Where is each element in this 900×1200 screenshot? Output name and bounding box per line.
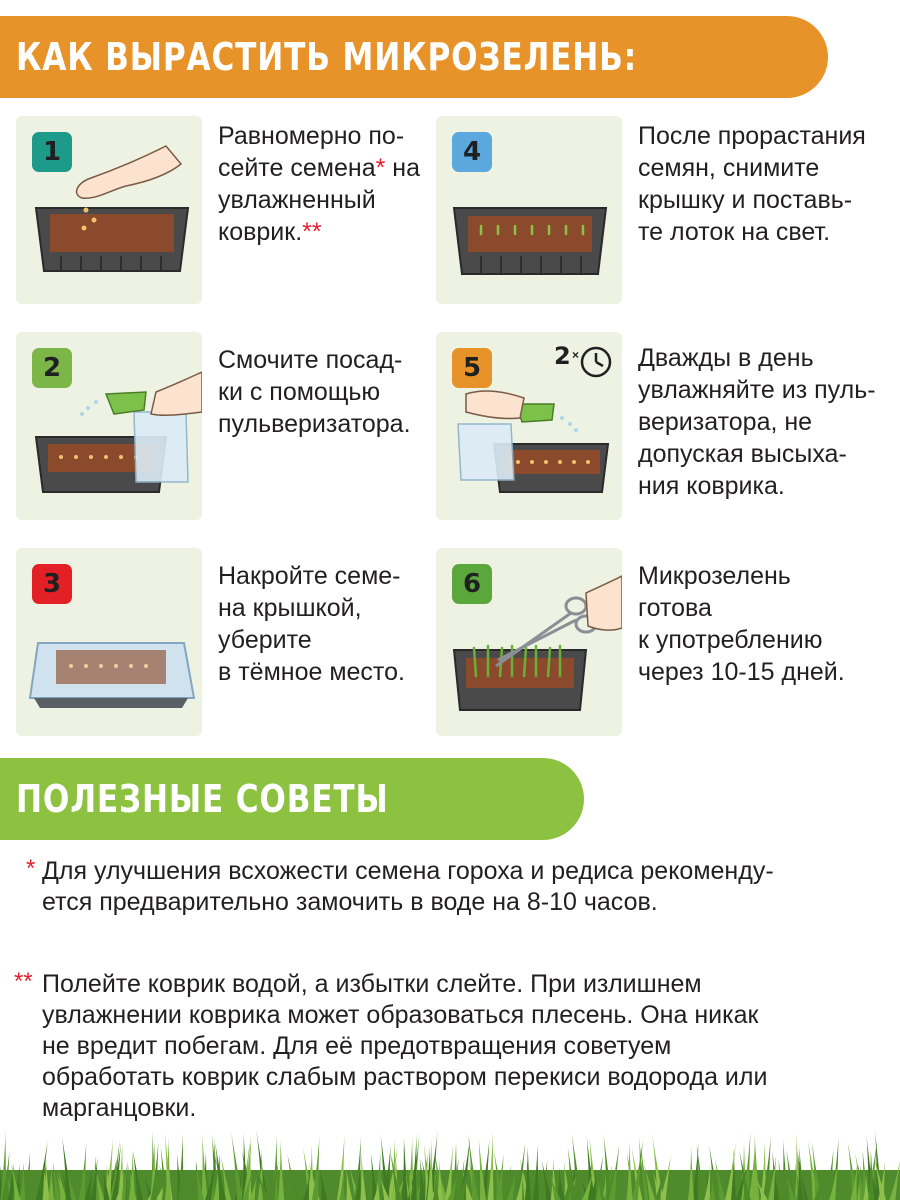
tip-1-text: Для улучшения всхожести семена гороха и редиса рекоменду- ется предварительно замочить в воде на 8-10 часов.	[42, 857, 774, 916]
tip-2-mark: **	[14, 968, 33, 995]
step-number-badge: 2	[32, 348, 72, 388]
footnote-mark: **	[302, 218, 322, 246]
tip-2-text: Полейте коврик водой, а избытки слейте. При излишнем увлажнении коврика может образоваться плесень. Она никак не вредит побегам. Для её предотвращения советуем обработать коврик слабым раствором перекиси водорода или марганцовки.	[42, 970, 768, 1122]
tips-title: ПОЛЕЗНЫЕ СОВЕТЫ	[16, 777, 389, 821]
grass-blade	[782, 1139, 788, 1200]
step-4-card	[436, 116, 622, 304]
step-number-badge: 4	[452, 132, 492, 172]
timer-count: 2	[554, 342, 571, 370]
footnote-mark: *	[375, 154, 386, 182]
step-1-card	[16, 116, 202, 304]
step-6-card	[436, 548, 622, 736]
tips-banner	[0, 758, 584, 840]
timer-multiply: ×	[572, 348, 580, 362]
grass-blade	[402, 1137, 408, 1200]
step-6-description: Микрозелень готова к употреблению через 10-15 дней.	[638, 562, 845, 686]
grass-decoration	[0, 1130, 900, 1200]
page-title: КАК ВЫРАСТИТЬ МИКРОЗЕЛЕНЬ:	[16, 35, 638, 79]
step-number-badge: 1	[32, 132, 72, 172]
step-number-badge: 6	[452, 564, 492, 604]
step-3-card	[16, 548, 202, 736]
step-1-description: Равномерно по- сейте семена* на увлажненный коврик.**	[218, 122, 420, 246]
grass-blade	[278, 1139, 284, 1200]
step-number-badge: 3	[32, 564, 72, 604]
step-number-badge: 5	[452, 348, 492, 388]
tip-1-mark: *	[26, 855, 36, 882]
step-5-description: Дважды в день увлажняйте из пуль- веризатора, не допуская высыха- ния коврика.	[638, 344, 876, 500]
step-2-card	[16, 332, 202, 520]
step-4-description: После прорастания семян, снимите крышку и поставь- те лоток на свет.	[638, 122, 866, 246]
step-2-description: Смочите посад- ки с помощью пульверизатора.	[218, 346, 411, 438]
header-banner	[0, 16, 828, 98]
step-5-card	[436, 332, 622, 520]
twice-daily-timer	[554, 342, 614, 378]
step-3-description: Накройте семе- на крышкой, уберите в тёмное место.	[218, 562, 405, 686]
